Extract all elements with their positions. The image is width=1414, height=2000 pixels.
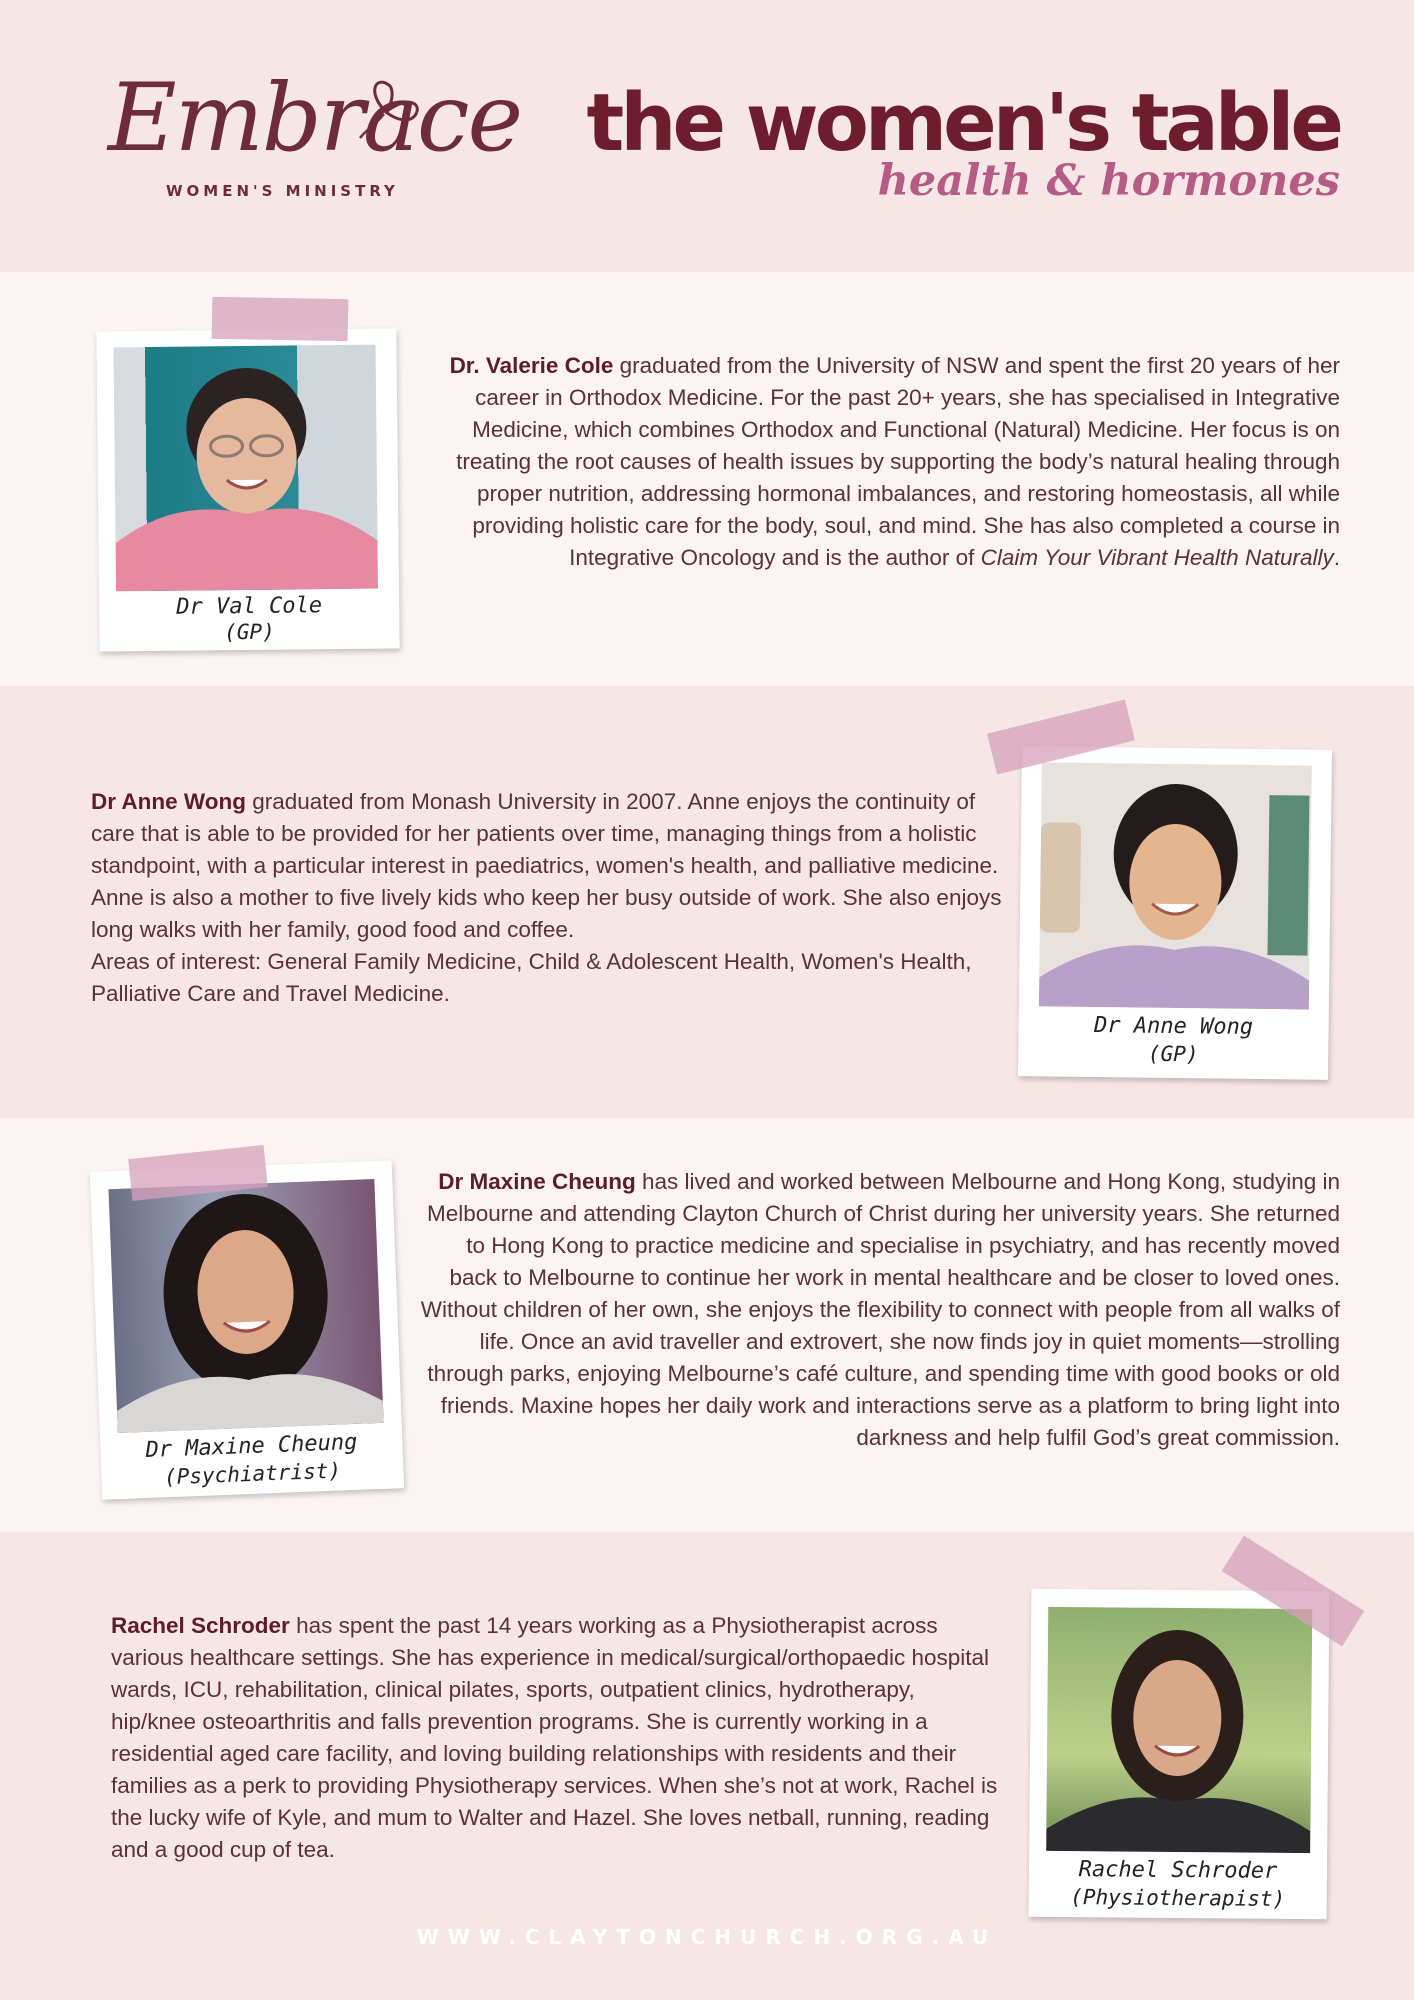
portrait-illustration: [108, 1179, 383, 1433]
page-title: the women's table: [586, 77, 1340, 169]
polaroid-frame: [1029, 1589, 1330, 1920]
bio-body-family: Anne is also a mother to five lively kids who keep her busy outside of work. She also enjoys long walks with her family, good food and coffee.: [91, 885, 1002, 942]
bio-body: graduated from Monash University in 2007. Anne enjoys the continuity of care that is able to be provided for her patients over time, managing things from a holistic standpoint, with a particular interest in paediatrics, women's health, and palliative medicine.: [91, 789, 999, 878]
bio-name: Dr. Valerie Cole: [449, 353, 614, 378]
caption-name: Dr Maxine Cheung: [145, 1429, 358, 1463]
profile-section-val-cole: [0, 272, 1414, 686]
caption-name: Dr Anne Wong: [1093, 1013, 1254, 1040]
bio-name: Dr Maxine Cheung: [438, 1169, 636, 1194]
website-url[interactable]: WWW.CLAYTONCHURCH.ORG.AU: [416, 1925, 998, 1949]
profile-section-anne-wong: [0, 686, 1414, 1118]
bio-body: has spent the past 14 years working as a Physiotherapist across various healthcare settings. She has experience in medical/surgical/orthopaedic hospital wards, ICU, rehabilitation, clinical pilates, sports, outpatient clinics, hydrotherapy, hip/knee osteoarthritis and falls prevention programs. She is currently working in a residential aged care facility, and loving building relationships with residents and their families as a perk to providing Physiotherapy services. When she’s not at work, Rachel is the lucky wife of Kyle, and mum to Walter and Hazel. She loves netball, running, reading and a good cup of tea.: [111, 1613, 998, 1862]
portrait-photo: [108, 1179, 383, 1433]
portrait-illustration: [1046, 1607, 1312, 1853]
portrait-illustration: [113, 345, 378, 592]
portrait-photo: [1039, 762, 1312, 1009]
caption-role: (GP): [224, 619, 275, 645]
profile-section-maxine-cheung: [0, 1118, 1414, 1532]
butterfly-icon: [356, 72, 426, 142]
bio-name: Rachel Schroder: [111, 1613, 290, 1638]
bio-text: [420, 1166, 1340, 1454]
logo-subtitle: WOMEN'S MINISTRY: [166, 182, 399, 200]
caption-role: (Physiotherapist): [1070, 1885, 1286, 1911]
page-header: [0, 0, 1414, 272]
caption-role: (Psychiatrist): [163, 1458, 342, 1490]
polaroid-frame: [90, 1160, 404, 1499]
polaroid-frame: [1018, 746, 1332, 1080]
bio-text: [91, 786, 1006, 1010]
caption-name: Dr Val Cole: [176, 593, 323, 620]
logo-script-text: Embrace: [108, 64, 522, 173]
bio-body-interests: Areas of interest: General Family Medicine, Child & Adolescent Health, Women's Health, Palliative Care and Travel Medicine.: [91, 949, 972, 1006]
caption-name: Rachel Schroder: [1078, 1857, 1278, 1884]
book-title: Claim Your Vibrant Health Naturally: [980, 545, 1334, 570]
page-subtitle: health & hormones: [877, 156, 1340, 206]
polaroid-frame: [96, 328, 399, 651]
bio-name: Dr Anne Wong: [91, 789, 246, 814]
bio-text: [430, 350, 1340, 574]
bio-body: has lived and worked between Melbourne and Hong Kong, studying in Melbourne and attending Clayton Church of Christ during her university years. She returned to Hong Kong to practice medicine and specialise in psychiatry, and has recently moved back to Melbourne to continue her work in mental healthcare and be closer to loved ones. Without children of her own, she enjoys the flexibility to connect with people from all walks of life. Once an avid traveller and extrovert, she now finds joy in quiet moments—strolling through parks, enjoying Melbourne’s café culture, and spending time with good books or old friends. Maxine hopes her daily work and interactions serve as a platform to bring light into darkness and help fulfil God’s great commission.: [420, 1169, 1340, 1450]
bio-end: .: [1333, 545, 1340, 570]
tape-strip: [212, 297, 349, 341]
embrace-logo: [108, 64, 522, 212]
portrait-illustration: [1039, 762, 1312, 1009]
bio-body: graduated from the University of NSW and spent the first 20 years of her career in Orthodox Medicine. For the past 20+ years, she has specialised in Integrative Medicine, which combines Orthodox and Functional (Natural) Medicine. Her focus is on treating the root causes of health issues by supporting the body’s natural healing through proper nutrition, addressing hormonal imbalances, and restoring homeostasis, all while providing holistic care for the body, soul, and mind. She has also completed a course in Integrative Oncology and is the author of: [456, 353, 1340, 570]
bio-text: [111, 1610, 1006, 1866]
portrait-photo: [113, 345, 378, 592]
portrait-photo: [1046, 1607, 1312, 1853]
caption-role: (GP): [1147, 1041, 1199, 1067]
